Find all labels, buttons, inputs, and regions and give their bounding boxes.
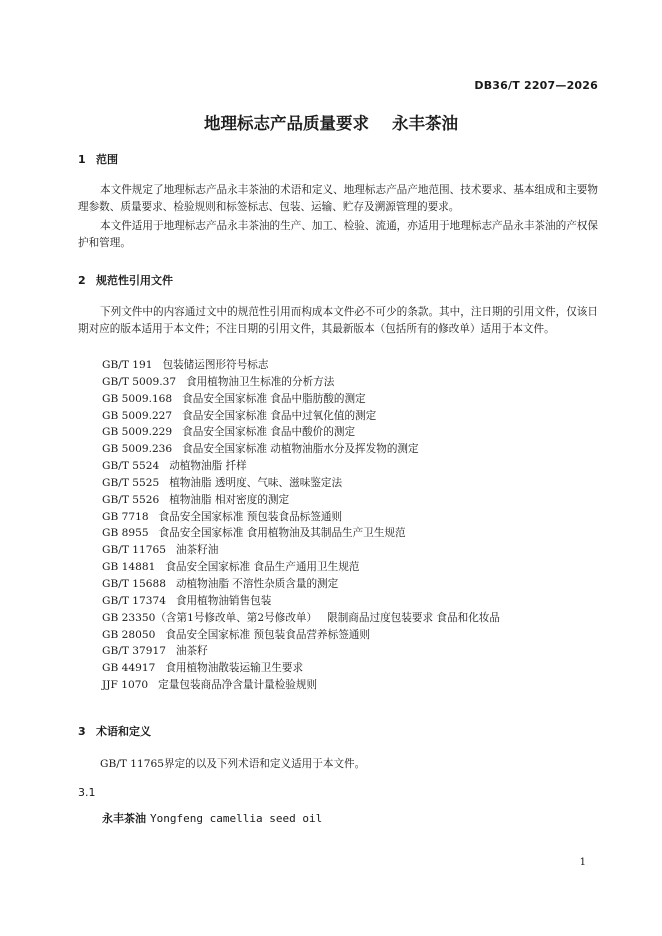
reference-title: 油茶籽油 <box>175 544 219 557</box>
reference-item <box>102 408 500 425</box>
reference-item <box>102 643 500 660</box>
reference-code: GB 5009.227 <box>102 409 173 422</box>
reference-title: 限制商品过度包装要求 食品和化妆品 <box>327 611 500 624</box>
references-intro: 下列文件中的内容通过文中的规范性引用而构成本文件必不可少的条款。其中，注日期的引用文件，仅该日期对应的版本适用于本文件；不注日期的引用文件，其最新版本（包括所有的修改单）适用于本文件。 <box>78 306 598 335</box>
reference-title: 包装储运图形符号标志 <box>162 359 269 371</box>
reference-title: 食品安全国家标准 动植物油脂水分及挥发物的测定 <box>182 443 419 456</box>
reference-code: GB 5009.229 <box>102 426 173 439</box>
section-1-heading <box>78 151 118 167</box>
section-title: 术语和定义 <box>96 725 151 738</box>
reference-code: JJF 1070 <box>102 679 149 692</box>
reference-code: GB/T 5009.37 <box>102 375 177 388</box>
reference-code: GB/T 37917 <box>102 645 166 658</box>
reference-title: 动植物油脂 扦样 <box>169 460 247 473</box>
reference-item <box>102 424 500 441</box>
reference-item <box>102 610 500 627</box>
reference-code: GB 23350（含第1号修改单、第2号修改单） <box>102 611 318 624</box>
section-number: 2 <box>78 274 86 287</box>
reference-list <box>102 357 500 694</box>
reference-item <box>102 458 500 475</box>
reference-item <box>102 559 500 576</box>
section-number: 1 <box>78 153 86 166</box>
reference-title: 食用植物油销售包装 <box>175 594 272 607</box>
reference-title: 油茶籽 <box>175 645 208 658</box>
reference-code: GB/T 17374 <box>102 594 166 607</box>
reference-code: GB 44917 <box>102 662 156 675</box>
reference-code: GB/T 15688 <box>102 577 166 590</box>
document-code: DB36/T 2207—2026 <box>474 79 598 92</box>
section-title: 范围 <box>96 153 118 166</box>
term-name-en: Yongfeng camellia seed oil <box>150 812 323 825</box>
reference-code: GB 7718 <box>102 510 149 523</box>
scope-paragraph-2: 本文件适用于地理标志产品永丰茶油的生产、加工、检验、流通，亦适用于地理标志产品永丰茶油的产权保护和管理。 <box>78 220 598 249</box>
reference-title: 食用植物油卫生标准的分析方法 <box>186 375 335 388</box>
reference-item <box>102 391 500 408</box>
reference-code: GB/T 191 <box>102 359 153 371</box>
reference-code: GB/T 5525 <box>102 476 160 489</box>
section-title: 规范性引用文件 <box>96 274 173 287</box>
reference-title: 食品安全国家标准 食品中酸价的测定 <box>182 426 356 439</box>
reference-code: GB/T 5526 <box>102 493 160 506</box>
reference-code: GB 14881 <box>102 561 156 574</box>
reference-title: 食品安全国家标准 食用植物油及其制品生产卫生规范 <box>158 527 406 540</box>
reference-title: 植物油脂 相对密度的测定 <box>169 493 290 506</box>
reference-code: GB 28050 <box>102 628 156 641</box>
reference-title: 食品安全国家标准 食品生产通用卫生规范 <box>165 561 360 574</box>
reference-code: GB 8955 <box>102 527 149 540</box>
reference-code: GB 5009.168 <box>102 392 173 405</box>
page-number: 1 <box>579 857 586 868</box>
term-name-zh: 永丰茶油 <box>102 812 146 825</box>
reference-item <box>102 374 500 391</box>
reference-code: GB/T 5524 <box>102 460 160 473</box>
reference-code: GB 5009.236 <box>102 443 173 456</box>
document-title: 地理标志产品质量要求 永丰茶油 <box>204 114 458 133</box>
reference-code: GB/T 11765 <box>102 544 166 557</box>
reference-title: 食品安全国家标准 食品中过氧化值的测定 <box>182 409 377 422</box>
terms-intro: GB/T 11765界定的以及下列术语和定义适用于本文件。 <box>100 758 366 770</box>
reference-item <box>102 441 500 458</box>
term-entry <box>102 810 322 826</box>
reference-title: 定量包装商品净含量计量检验规则 <box>158 679 318 692</box>
reference-item <box>102 576 500 593</box>
reference-item <box>102 475 500 492</box>
reference-item <box>102 542 500 559</box>
reference-item <box>102 509 500 526</box>
reference-item <box>102 357 500 374</box>
section-3-heading <box>78 723 151 739</box>
reference-title: 食品安全国家标准 预包装食品营养标签通则 <box>165 628 370 641</box>
reference-item <box>102 492 500 509</box>
reference-item <box>102 677 500 694</box>
reference-item <box>102 627 500 644</box>
scope-paragraph-1: 本文件规定了地理标志产品永丰茶油的术语和定义、地理标志产品产地范围、技术要求、基本组成和主要物理参数、质量要求、检验规则和标签标志、包装、运输、贮存及溯源管理的要求。 <box>78 184 598 213</box>
reference-title: 食用植物油散装运输卫生要求 <box>165 662 304 675</box>
section-number: 3 <box>78 725 86 738</box>
reference-item <box>102 525 500 542</box>
term-number: 3.1 <box>78 786 96 799</box>
reference-item <box>102 660 500 677</box>
reference-title: 食品安全国家标准 食品中脂肪酸的测定 <box>182 392 366 405</box>
reference-item <box>102 593 500 610</box>
reference-title: 植物油脂 透明度、气味、滋味鉴定法 <box>169 476 343 489</box>
reference-title: 动植物油脂 不溶性杂质含量的测定 <box>175 577 339 590</box>
reference-title: 食品安全国家标准 预包装食品标签通则 <box>158 510 343 523</box>
section-2-heading <box>78 272 173 288</box>
